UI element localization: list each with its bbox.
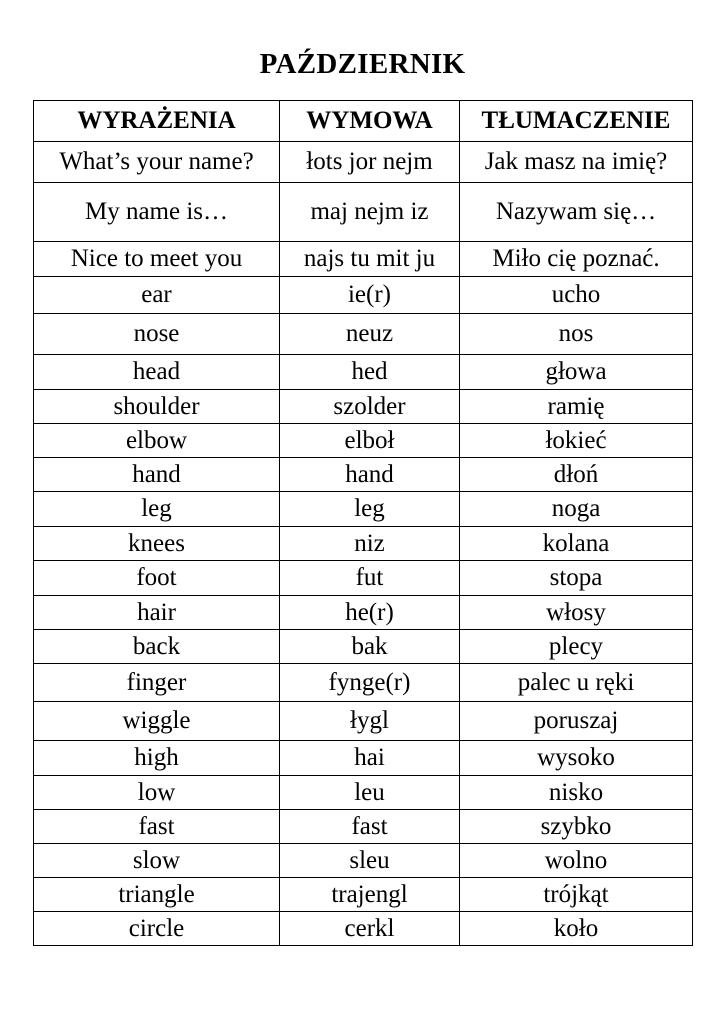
expression-cell: shoulder bbox=[34, 390, 280, 424]
expression-cell: elbow bbox=[34, 424, 280, 458]
expression-cell: ear bbox=[34, 277, 280, 314]
table-row bbox=[34, 277, 693, 314]
translation-cell: trójkąt bbox=[460, 878, 693, 912]
expression-cell: triangle bbox=[34, 878, 280, 912]
translation-cell: plecy bbox=[460, 630, 693, 664]
translation-cell: kolana bbox=[460, 527, 693, 561]
pronunciation-cell: he(r) bbox=[280, 596, 460, 630]
column-header-pronunciation: WYMOWA bbox=[280, 101, 460, 142]
table-body bbox=[34, 142, 693, 946]
translation-cell: koło bbox=[460, 912, 693, 946]
pronunciation-cell: hed bbox=[280, 355, 460, 390]
pronunciation-cell: fast bbox=[280, 810, 460, 844]
table-row bbox=[34, 630, 693, 664]
translation-cell: poruszaj bbox=[460, 702, 693, 741]
pronunciation-cell: hai bbox=[280, 741, 460, 776]
expression-cell: finger bbox=[34, 664, 280, 702]
pronunciation-cell: leu bbox=[280, 776, 460, 810]
column-header-expressions: WYRAŻENIA bbox=[34, 101, 280, 142]
pronunciation-cell: ie(r) bbox=[280, 277, 460, 314]
expression-cell: back bbox=[34, 630, 280, 664]
translation-cell: Jak masz na imię? bbox=[460, 142, 693, 183]
translation-cell: wolno bbox=[460, 844, 693, 878]
pronunciation-cell: trajengl bbox=[280, 878, 460, 912]
translation-cell: dłoń bbox=[460, 458, 693, 492]
page-title: PAŹDZIERNIK bbox=[259, 48, 466, 80]
expression-cell: leg bbox=[34, 492, 280, 527]
column-header-translation: TŁUMACZENIE bbox=[460, 101, 693, 142]
expression-cell: high bbox=[34, 741, 280, 776]
expression-cell: slow bbox=[34, 844, 280, 878]
table-row bbox=[34, 596, 693, 630]
table-row bbox=[34, 314, 693, 355]
table-row bbox=[34, 242, 693, 277]
translation-cell: głowa bbox=[460, 355, 693, 390]
translation-cell: nisko bbox=[460, 776, 693, 810]
table-row bbox=[34, 458, 693, 492]
expression-cell: wiggle bbox=[34, 702, 280, 741]
translation-cell: włosy bbox=[460, 596, 693, 630]
table-row bbox=[34, 390, 693, 424]
table-row bbox=[34, 844, 693, 878]
translation-cell: noga bbox=[460, 492, 693, 527]
table-row bbox=[34, 776, 693, 810]
pronunciation-cell: sleu bbox=[280, 844, 460, 878]
table-row bbox=[34, 142, 693, 183]
table-row bbox=[34, 355, 693, 390]
expression-cell: Nice to meet you bbox=[34, 242, 280, 277]
table-row bbox=[34, 741, 693, 776]
table-row bbox=[34, 702, 693, 741]
expression-cell: knees bbox=[34, 527, 280, 561]
table-row bbox=[34, 492, 693, 527]
pronunciation-cell: bak bbox=[280, 630, 460, 664]
translation-cell: Miło cię poznać. bbox=[460, 242, 693, 277]
pronunciation-cell: fut bbox=[280, 561, 460, 596]
expression-cell: low bbox=[34, 776, 280, 810]
translation-cell: stopa bbox=[460, 561, 693, 596]
vocabulary-table bbox=[33, 100, 693, 946]
translation-cell: wysoko bbox=[460, 741, 693, 776]
pronunciation-cell: hand bbox=[280, 458, 460, 492]
table-row bbox=[34, 561, 693, 596]
pronunciation-cell: najs tu mit ju bbox=[280, 242, 460, 277]
pronunciation-cell: niz bbox=[280, 527, 460, 561]
pronunciation-cell: elboł bbox=[280, 424, 460, 458]
expression-cell: hand bbox=[34, 458, 280, 492]
translation-cell: ucho bbox=[460, 277, 693, 314]
expression-cell: circle bbox=[34, 912, 280, 946]
translation-cell: palec u ręki bbox=[460, 664, 693, 702]
expression-cell: head bbox=[34, 355, 280, 390]
table-row bbox=[34, 527, 693, 561]
translation-cell: łokieć bbox=[460, 424, 693, 458]
pronunciation-cell: łots jor nejm bbox=[280, 142, 460, 183]
pronunciation-cell: łygl bbox=[280, 702, 460, 741]
table-row bbox=[34, 912, 693, 946]
expression-cell: My name is… bbox=[34, 183, 280, 242]
expression-cell: What’s your name? bbox=[34, 142, 280, 183]
table-header-row bbox=[34, 101, 693, 142]
translation-cell: Nazywam się… bbox=[460, 183, 693, 242]
table-row bbox=[34, 878, 693, 912]
pronunciation-cell: szolder bbox=[280, 390, 460, 424]
table-row bbox=[34, 183, 693, 242]
table-row bbox=[34, 810, 693, 844]
translation-cell: nos bbox=[460, 314, 693, 355]
expression-cell: foot bbox=[34, 561, 280, 596]
expression-cell: hair bbox=[34, 596, 280, 630]
expression-cell: nose bbox=[34, 314, 280, 355]
table-row bbox=[34, 664, 693, 702]
pronunciation-cell: leg bbox=[280, 492, 460, 527]
translation-cell: szybko bbox=[460, 810, 693, 844]
pronunciation-cell: cerkl bbox=[280, 912, 460, 946]
pronunciation-cell: fynge(r) bbox=[280, 664, 460, 702]
table-row bbox=[34, 424, 693, 458]
translation-cell: ramię bbox=[460, 390, 693, 424]
pronunciation-cell: maj nejm iz bbox=[280, 183, 460, 242]
pronunciation-cell: neuz bbox=[280, 314, 460, 355]
expression-cell: fast bbox=[34, 810, 280, 844]
